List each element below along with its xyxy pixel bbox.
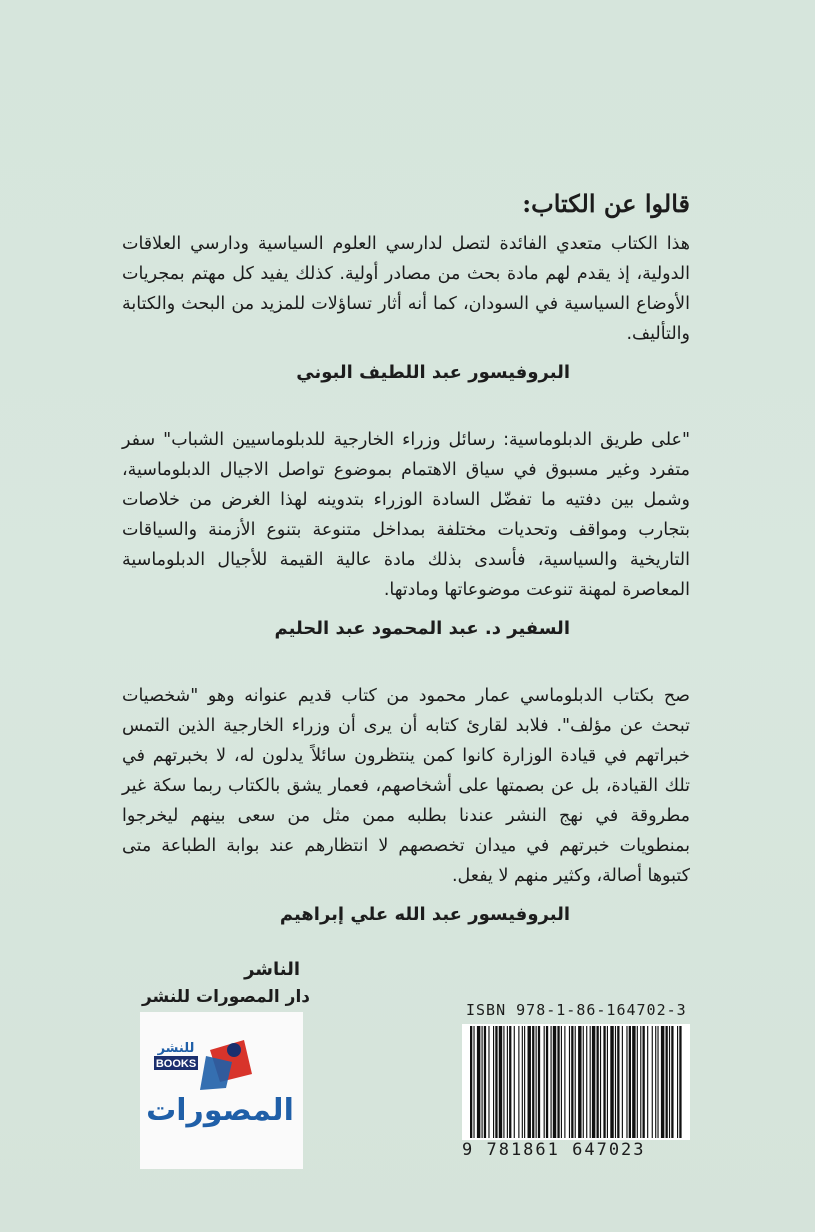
barcode-bar — [603, 1026, 605, 1138]
barcode-bar — [493, 1026, 494, 1138]
barcode-bar — [671, 1026, 673, 1138]
review-author-2: السفير د. عبد المحمود عبد الحليم — [274, 617, 570, 639]
barcode-bar — [571, 1026, 573, 1138]
barcode-bar — [647, 1026, 648, 1138]
barcode-bar — [610, 1026, 613, 1138]
barcode-bar — [518, 1026, 519, 1138]
logo-blue-shape — [200, 1056, 232, 1090]
barcode-bar — [569, 1026, 570, 1138]
barcode-bar — [640, 1026, 641, 1138]
barcode-bar — [470, 1026, 472, 1138]
barcode-bar — [661, 1026, 664, 1138]
barcode-bar — [522, 1026, 523, 1138]
publisher-info — [140, 956, 310, 1010]
barcode-bar — [590, 1026, 591, 1138]
barcode-bar — [615, 1026, 616, 1138]
barcode-bar — [532, 1026, 534, 1138]
barcode-bar — [607, 1026, 608, 1138]
barcode-bar — [544, 1026, 545, 1138]
barcode-bar — [592, 1026, 595, 1138]
barcode-bar — [473, 1026, 474, 1138]
review-text-1: هذا الكتاب متعدي الفائدة لتصل لدارسي العلوم السياسية ودارسي العلاقات الدولية، إذ يقدم لهم مادة بحث من مصادر أولية. كذلك يفيد كل مهتم بمجريات الأوضاع السياسية في السودان، كما أنه أثار تساؤلات للمزيد من البحث والكتابة والتأليف. — [122, 233, 690, 344]
review-block-1 — [122, 229, 690, 385]
barcode-bar — [652, 1026, 653, 1138]
publisher-name: دار المصورات للنشر — [141, 987, 310, 1007]
barcode-bar — [632, 1026, 635, 1138]
isbn-label: ISBN 978-1-86-164702-3 — [466, 1001, 687, 1019]
barcode-bar — [509, 1026, 511, 1138]
barcode-bar — [629, 1026, 631, 1138]
barcode-bar — [538, 1026, 540, 1138]
barcode-bar — [551, 1026, 552, 1138]
logo-head-shape — [227, 1043, 241, 1057]
barcode-bar — [553, 1026, 556, 1138]
barcode-bars — [462, 1024, 690, 1140]
barcode-bar — [666, 1026, 668, 1138]
barcode-bar — [561, 1026, 562, 1138]
publisher-logo — [140, 1012, 303, 1169]
barcode-bar — [514, 1026, 515, 1138]
barcode-bar — [637, 1026, 638, 1138]
isbn-barcode — [462, 1000, 690, 1168]
barcode-bar — [499, 1026, 502, 1138]
reviews-heading: قالوا عن الكتاب: — [522, 189, 690, 218]
barcode-bar — [677, 1026, 678, 1138]
review-block-2 — [122, 425, 690, 641]
barcode-bar — [669, 1026, 670, 1138]
barcode-bar — [524, 1026, 525, 1138]
logo-nashr-text: للنشر — [157, 1041, 195, 1056]
publisher-label: الناشر — [244, 959, 300, 980]
barcode-bar — [600, 1026, 601, 1138]
barcode-bar — [564, 1026, 565, 1138]
barcode-bar — [583, 1026, 584, 1138]
barcode-bar — [482, 1026, 483, 1138]
barcode-bar — [617, 1026, 619, 1138]
barcode-bar — [546, 1026, 548, 1138]
logo-books-text: BOOKS — [155, 1058, 197, 1070]
review-text-3: صح بكتاب الدبلوماسي عمار محمود من كتاب قديم عنوانه وهو "شخصيات تبحث عن مؤلف". فلابد لقارئ كتابه أن يرى أن وزراء الخارجية الذين التمس خبراتهم في قيادة الوزارة كانوا كمن ينتظرون سائلاً يدلون له، لا بخبرتهم في تلك القيادة، بل عن بصمتها على أشخاصهم، فعمار يشق بالكتاب ربما سكة غير مطروقة في نهج النشر عندنا بطلبه ممن مثل من سعى بينهم ليخرجوا بمنطويات خبرتهم في ميدان تخصصهم لا انتظارهم عند بوابة الطباعة متى كتبوها أصالة، وكثير منهم لا يفعل. — [122, 685, 690, 886]
logo-name-text: المصورات — [146, 1093, 294, 1128]
review-author-1: البروفيسور عبد اللطيف البوني — [296, 361, 570, 383]
barcode-bar — [578, 1026, 581, 1138]
barcode-bar — [557, 1026, 559, 1138]
barcode-bar — [655, 1026, 656, 1138]
barcode-bar — [507, 1026, 508, 1138]
publisher-logo-graphic — [140, 1012, 303, 1169]
barcode-bar — [503, 1026, 504, 1138]
review-author-3: البروفيسور عبد الله علي إبراهيم — [279, 903, 570, 925]
barcode-bar — [495, 1026, 497, 1138]
barcode-bar — [528, 1026, 531, 1138]
barcode-bar — [626, 1026, 627, 1138]
barcode-bar — [477, 1026, 480, 1138]
review-text-2: "على طريق الدبلوماسية: رسائل وزراء الخارجية للدبلوماسيين الشباب" سفر متفرد وغير مسبوق في سياق الاهتمام بموضوع تواصل الاجيال الدبلوماسية، وشمل بين دفتيه ما تفضّل السادة الوزراء بتدوينه لهذا الغرض من خلاصات بتجارب ومواقف وتحديات مختلفة بمداخل متنوعة بتنوع الأزمنة والسياقات التاريخية والسياسية، فأسدى بذلك مادة عالية القيمة للأجيال الدبلوماسية المعاصرة لمهنة تنوعت موضوعاتها ومادتها. — [122, 429, 690, 600]
barcode-digits: 9 781861 647023 — [462, 1140, 646, 1160]
barcode-bar — [586, 1026, 587, 1138]
barcode-bar — [484, 1026, 486, 1138]
barcode-bar — [622, 1026, 623, 1138]
barcode-bar — [657, 1026, 658, 1138]
reviews-section — [122, 190, 690, 967]
barcode-bar — [575, 1026, 576, 1138]
barcode-bar — [488, 1026, 489, 1138]
barcode-bar — [643, 1026, 645, 1138]
review-block-3 — [122, 681, 690, 927]
barcode-bar — [679, 1026, 681, 1138]
barcode-bar — [536, 1026, 537, 1138]
barcode-bar — [597, 1026, 599, 1138]
